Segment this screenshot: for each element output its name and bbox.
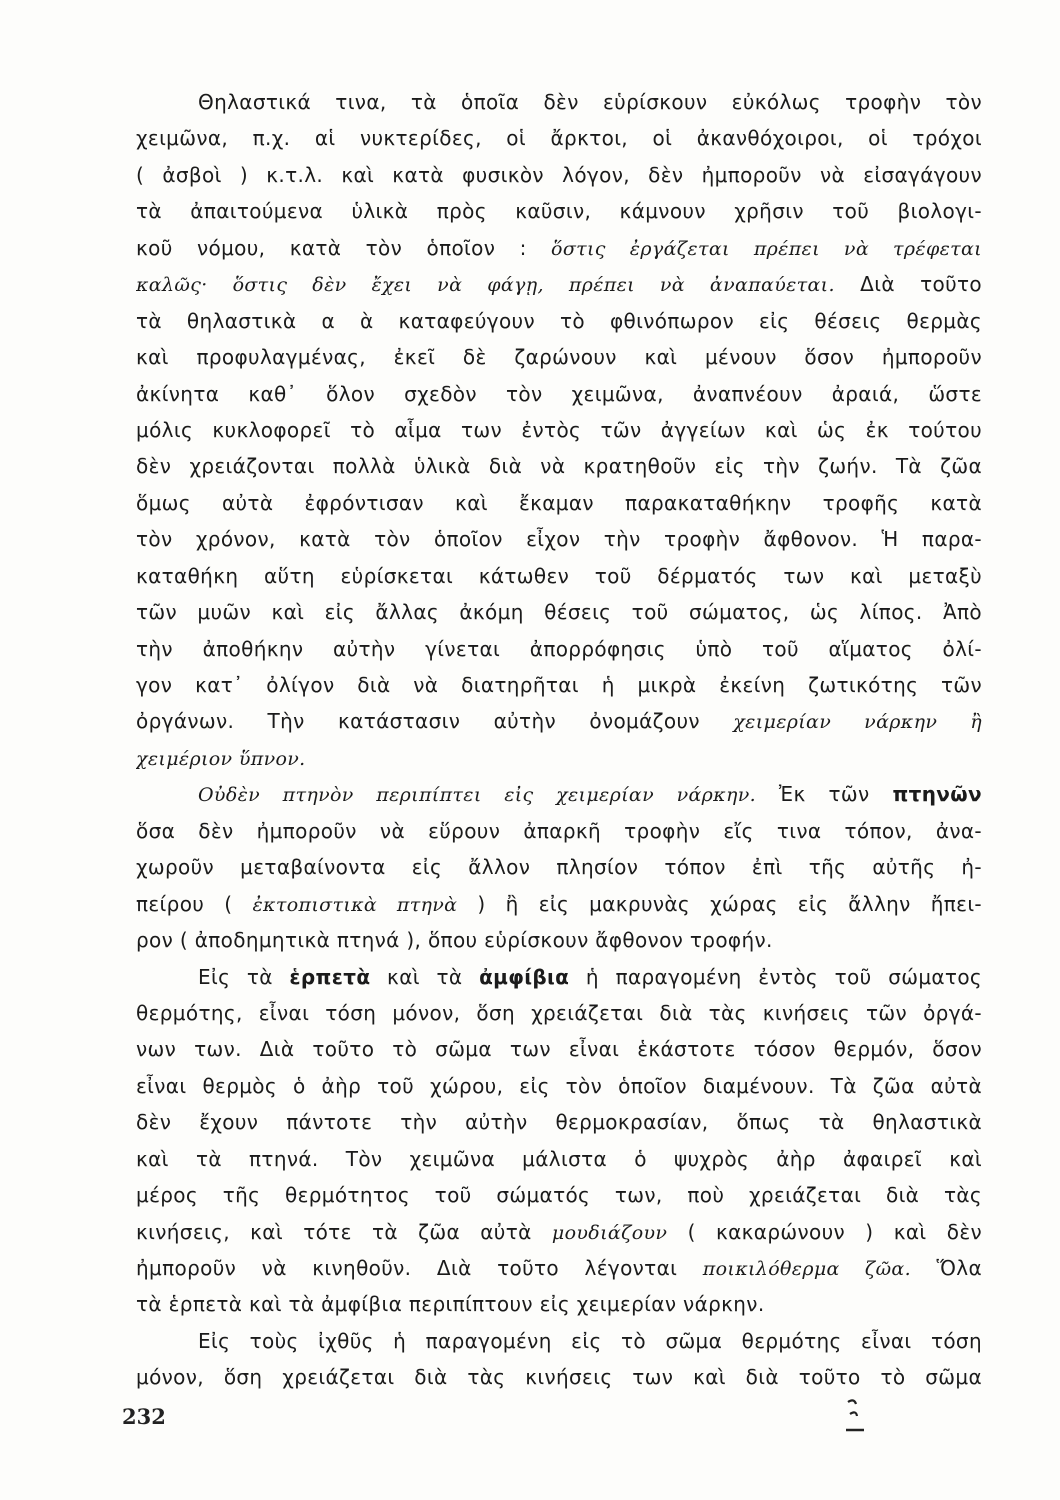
- text-line: [136, 959, 982, 995]
- text-line: [136, 1141, 982, 1177]
- text-line: [136, 1031, 982, 1067]
- text-line: [136, 120, 982, 156]
- italic-text: ποικιλόθερμα ζῶα.: [702, 1258, 911, 1280]
- text-line: [136, 157, 982, 193]
- text-run: ) ἢ εἰς μακρυνὰς χώρας εἰς ἄλλην ἤπει-: [457, 891, 982, 916]
- text-run: Διὰ τοῦτο: [834, 272, 982, 297]
- text-line: [136, 667, 982, 703]
- text-run: ( κακαρώνουν ) καὶ δὲν: [667, 1219, 982, 1244]
- text-run: Εἰς τὰ: [198, 964, 290, 989]
- text-run: τὰ ἑρπετὰ καὶ τὰ ἀμφίβια περιπίπτουν εἰς χειμερίαν νάρκην.: [136, 1292, 765, 1317]
- text-run: τὴν ἀποθήκην αὐτὴν γίνεται ἀπορρόφησις ὑπὸ τοῦ αἵματος ὀλί-: [136, 636, 982, 661]
- text-run: Εἰς τοὺς ἰχθῦς ἡ παραγομένη εἰς τὸ σῶμα θερμότης εἶναι τόση: [198, 1328, 982, 1353]
- text-line: [136, 485, 982, 521]
- text-line: [136, 995, 982, 1031]
- body-text: [136, 84, 982, 1396]
- text-line: [136, 558, 982, 594]
- text-line: [136, 1068, 982, 1104]
- text-line: [136, 376, 982, 412]
- text-run: ἡ παραγομένη ἐντὸς τοῦ σώματος: [569, 964, 982, 989]
- text-line: [136, 740, 982, 776]
- italic-text: ὅστις ἐργάζεται πρέπει νὰ τρέφεται: [551, 237, 982, 260]
- text-line: [136, 703, 982, 739]
- bold-term: ἀμφίβια: [479, 964, 570, 989]
- bold-term: πτηνῶν: [892, 782, 982, 807]
- italic-text: χειμερίαν νάρκην ἢ: [733, 711, 982, 734]
- text-run: χωροῦν μεταβαίνοντα εἰς ἄλλον πλησίον τόπον ἐπὶ τῆς αὐτῆς ἠ-: [136, 855, 982, 880]
- text-line: [136, 412, 982, 448]
- italic-text: καλῶς· ὅστις δὲν ἔχει νὰ φάγῃ, πρέπει νὰ ἀναπαύεται.: [136, 274, 835, 297]
- text-line: [136, 776, 982, 812]
- text-line: [136, 303, 982, 339]
- text-run: ἠμποροῦν νὰ κινηθοῦν. Διὰ τοῦτο λέγονται: [136, 1256, 703, 1280]
- text-run: τὸν χρόνον, κατὰ τὸν ὁποῖον εἶχον τὴν τροφὴν ἄφθονον. Ἡ παρα-: [136, 527, 982, 552]
- text-run: ἀκίνητα καθ᾿ ὅλον σχεδὸν τὸν χειμῶνα, ἀναπνέουν ἀραιά, ὥστε: [136, 381, 982, 406]
- text-run: κοῦ νόμου, κατὰ τὸν ὁποῖον :: [136, 235, 552, 260]
- text-run: καταθήκη αὕτη εὑρίσκεται κάτωθεν τοῦ δέρματός των καὶ μεταξὺ: [136, 563, 982, 588]
- text-run: χειμῶνα, π.χ. αἱ νυκτερίδες, οἱ ἄρκτοι, οἱ ἀκανθόχοιροι, οἱ τρόχοι: [136, 126, 982, 151]
- text-run: τὰ ἀπαιτούμενα ὑλικὰ πρὸς καῦσιν, κάμνουν χρῆσιν τοῦ βιολογι-: [136, 199, 982, 224]
- italic-text: ἐκτοπιστικὰ πτηνὰ: [252, 893, 458, 916]
- italic-text: χειμέριον ὕπνον.: [136, 747, 306, 770]
- text-run: δὲν ἔχουν πάντοτε τὴν αὐτὴν θερμοκρασίαν, ὅπως τὰ θηλαστικὰ: [136, 1110, 982, 1135]
- text-line: [136, 1286, 982, 1322]
- text-run: καὶ τὰ: [370, 964, 480, 989]
- text-line: [136, 193, 982, 229]
- text-line: [136, 886, 982, 922]
- text-run: θερμότης, εἶναι τόση μόνον, ὅση χρειάζεται διὰ τὰς κινήσεις τῶν ὀργά-: [136, 1000, 982, 1025]
- text-run: μέρος τῆς θερμότητος τοῦ σώματός των, ποὺ χρειάζεται διὰ τὰς: [136, 1183, 982, 1208]
- page-number: 232: [122, 1404, 166, 1429]
- text-line: [136, 266, 982, 302]
- text-line: [136, 631, 982, 667]
- text-run: ὅμως αὐτὰ ἐφρόντισαν καὶ ἔκαμαν παρακαταθήκην τροφῆς κατὰ: [136, 490, 982, 515]
- text-run: ρον ( ἀποδημητικὰ πτηνά ), ὅπου εὑρίσκουν ἄφθονον τροφήν.: [136, 928, 773, 953]
- text-run: Ἐκ τῶν: [756, 782, 893, 807]
- text-run: ὀργάνων. Τὴν κατάστασιν αὐτὴν ὀνομάζουν: [136, 709, 734, 734]
- text-line: [136, 1359, 982, 1395]
- text-line: [136, 521, 982, 557]
- text-line: [136, 1323, 982, 1359]
- italic-text: μουδιάζουν: [551, 1221, 668, 1244]
- text-run: δὲν χρειάζονται πολλὰ ὑλικὰ διὰ νὰ κρατηθοῦν εἰς τὴν ζωήν. Τὰ ζῶα: [136, 454, 982, 479]
- text-run: Ὅλα: [911, 1256, 982, 1280]
- text-line: [136, 813, 982, 849]
- text-run: Θηλαστικά τινα, τὰ ὁποῖα δὲν εὑρίσκουν εὐκόλως τροφὴν τὸν: [198, 90, 982, 114]
- text-run: ὅσα δὲν ἠμποροῦν νὰ εὕρουν ἀπαρκῆ τροφὴν εἴς τινα τόπον, ἀνα-: [136, 818, 982, 843]
- text-line: [136, 448, 982, 484]
- text-run: νων των. Διὰ τοῦτο τὸ σῶμα των εἶναι ἑκάστοτε τόσον θερμόν, ὅσον: [136, 1037, 982, 1062]
- italic-text: Οὐδὲν πτηνὸν περιπίπτει εἰς χειμερίαν νάρκην.: [198, 784, 757, 807]
- text-run: ( ἀσβοὶ ) κ.τ.λ. καὶ κατὰ φυσικὸν λόγον, δὲν ἠμποροῦν νὰ εἰσαγάγουν: [136, 162, 982, 187]
- text-line: [136, 1214, 982, 1250]
- text-line: [136, 594, 982, 630]
- printer-signature-mark: [842, 1396, 868, 1436]
- text-run: εἶναι θερμὸς ὁ ἀὴρ τοῦ χώρου, εἰς τὸν ὁποῖον διαμένουν. Τὰ ζῶα αὐτὰ: [136, 1073, 982, 1098]
- text-run: μόλις κυκλοφορεῖ τὸ αἷμα των ἐντὸς τῶν ἀγγείων καὶ ὡς ἐκ τούτου: [136, 417, 982, 442]
- text-line: [136, 1250, 982, 1286]
- text-line: [136, 84, 982, 120]
- text-run: μόνον, ὅση χρειάζεται διὰ τὰς κινήσεις των καὶ διὰ τοῦτο τὸ σῶμα: [136, 1365, 982, 1390]
- text-line: [136, 849, 982, 885]
- text-run: τῶν μυῶν καὶ εἰς ἄλλας ἀκόμη θέσεις τοῦ σώματος, ὡς λίπος. Ἀπὸ: [136, 600, 982, 625]
- text-run: καὶ προφυλαγμένας, ἐκεῖ δὲ ζαρώνουν καὶ μένουν ὅσον ἠμποροῦν: [136, 345, 982, 370]
- text-run: καὶ τὰ πτηνά. Τὸν χειμῶνα μάλιστα ὁ ψυχρὸς ἀὴρ ἀφαιρεῖ καὶ: [136, 1146, 982, 1171]
- text-run: κινήσεις, καὶ τότε τὰ ζῶα αὐτὰ: [136, 1219, 552, 1244]
- text-line: [136, 230, 982, 266]
- bold-term: ἑρπετὰ: [289, 964, 371, 989]
- text-run: γον κατ᾿ ὀλίγον διὰ νὰ διατηρῆται ἡ μικρὰ ἐκείνη ζωτικότης τῶν: [136, 673, 982, 697]
- text-line: [136, 922, 982, 958]
- text-run: πείρου (: [136, 891, 253, 916]
- text-line: [136, 1177, 982, 1213]
- text-line: [136, 339, 982, 375]
- text-run: τὰ θηλαστικὰ α ὰ καταφεύγουν τὸ φθινόπωρον εἰς θέσεις θερμὰς: [136, 308, 982, 333]
- text-line: [136, 1104, 982, 1140]
